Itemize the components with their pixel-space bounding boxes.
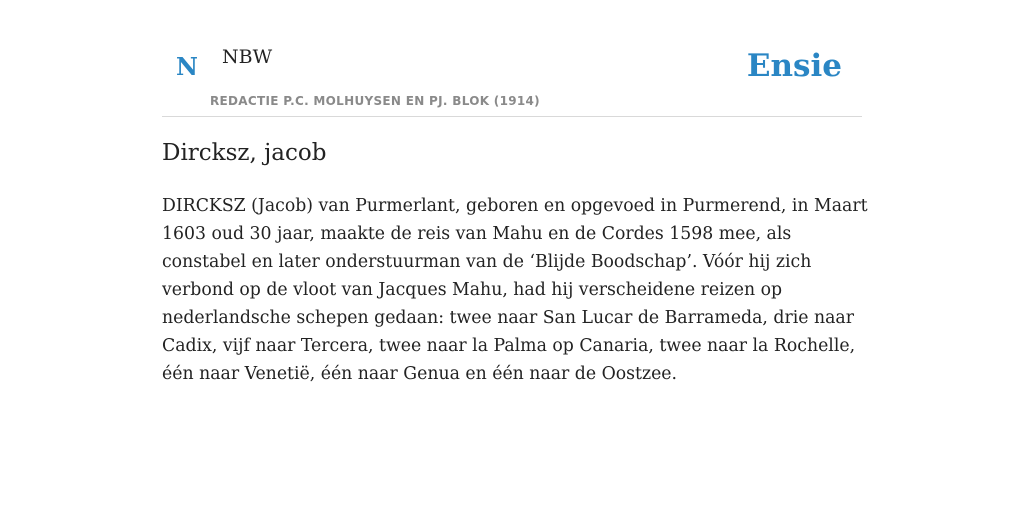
source-header [162, 0, 862, 117]
source-name[interactable]: NBW [222, 46, 273, 68]
entry-body: DIRCKSZ (Jacob) van Purmerlant, geboren en opgevoed in Purmerend, in Maart 1603 oud 30 jaar, maakte de reis van Mahu en de Cordes 1598 mee, als constabel en later onderstuurman van de ‘Blijde Boodschap’. Vóór hij zich verbond op de vloot van Jacques Mahu, had hij verscheidene reizen op nederlandsche schepen gedaan: twee naar San Lucar de Barrameda, drie naar Cadix, vijf naar Tercera, twee naar la Palma op Canaria, twee naar la Rochelle, één naar Venetië, één naar Genua en één naar de Oostzee. [162, 196, 868, 384]
entry-title: Dircksz, jacob [162, 140, 327, 166]
source-logo[interactable]: N [176, 52, 198, 81]
source-editors: REDACTIE P.C. MOLHUYSEN EN PJ. BLOK (1914) [210, 94, 540, 108]
brand-logo[interactable]: Ensie [746, 48, 842, 84]
